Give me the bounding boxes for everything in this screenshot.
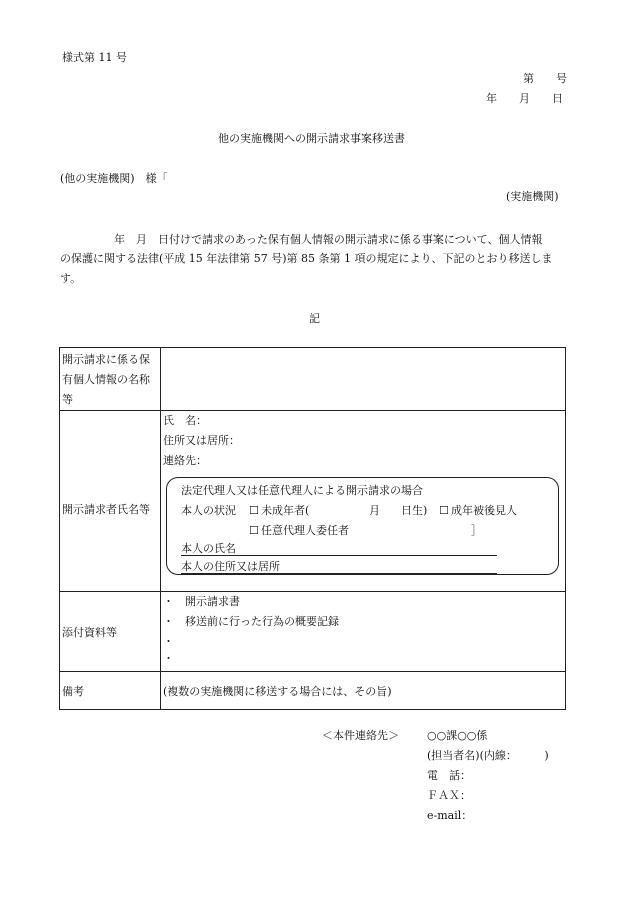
contact-person: (担当者名)(内線： ) [427,749,549,762]
info-name-label-line1: 開示請求に係る保 [62,353,150,366]
requester-address-field[interactable]: 住所又は居所： [163,434,240,447]
contact-section: ○○課○○係 [427,729,488,742]
attachment-item: ・ [163,635,174,648]
document-title: 他の実施機関への開示請求事案移送書 [218,132,405,145]
table-row [60,672,566,710]
remarks-label [60,672,161,710]
document-number-label: 第 号 [523,72,567,85]
requester-contact-field[interactable]: 連絡先： [163,454,207,467]
principal-name-underline [181,555,497,556]
minor-label: 未成年者( [261,504,310,517]
requester-label-text: 開示請求者氏名等 [62,503,150,516]
attachments-label-text: 添付資料等 [62,625,117,639]
attachment-item: ・ 移送前に行った行為の概要記録 [163,615,339,628]
table-row [60,348,566,411]
delegator-checkbox[interactable]: ☐ [249,524,259,537]
minor-checkbox[interactable]: ☐ [249,504,259,517]
info-name-label-line2: 有個人情報の名称 [62,373,150,386]
adult-ward-label: 成年被後見人 [451,504,517,517]
info-name-value[interactable] [161,348,566,411]
principal-name-label[interactable]: 本人の氏名 [181,542,236,555]
principal-address-label[interactable]: 本人の住所又は居所 [181,560,280,573]
proxy-request-box [166,477,559,575]
contact-fax: ＦＡＸ： [427,789,471,802]
remarks-text: (複数の実施機関に移送する場合には、その旨) [163,684,392,698]
form-number: 様式第 11 号 [62,51,127,64]
remarks-label-text: 備考 [62,684,84,698]
details-table [59,347,566,710]
delegator-label: 任意代理人委任者 [261,524,349,537]
remarks-cell[interactable] [161,672,566,710]
info-name-label-line3: 等 [62,393,73,406]
requester-cell [161,411,566,592]
proxy-heading: 法定代理人又は任意代理人による開示請求の場合 [181,484,423,497]
birth-day-label: 日生) [401,504,428,517]
date-label: 年 月 日 [486,92,563,105]
body-line-2: の保護に関する法律(平成 15 年法律第 57 号)第 85 条第 1 項の規定により、下記のとおり移送しま [60,252,553,265]
contact-heading: ＜本件連絡先＞ [322,729,399,742]
birth-month-label: 月 [369,504,380,517]
attachment-item: ・ [163,652,174,665]
table-row [60,411,566,592]
contact-email: e-mail： [427,809,473,822]
requester-name-field[interactable]: 氏 名： [163,414,207,427]
body-line-1: 年 月 日付けで請求のあった保有個人情報の開示請求に係る事案について、個人情報 [114,233,543,246]
sender: (実施機関) [506,190,559,203]
requester-label [60,411,161,592]
contact-phone: 電 話： [427,769,471,782]
addressee: (他の実施機関) 様「 [60,172,168,185]
delegator-close-bracket: ］ [471,524,482,537]
ki-heading: 記 [309,312,320,325]
attachments-label [60,592,161,672]
principal-status-label: 本人の状況 [181,504,236,517]
body-line-3: す。 [60,272,82,285]
attachment-item: ・ 開示請求書 [163,595,240,608]
attachments-cell [161,592,566,672]
info-name-label [60,348,161,411]
adult-ward-checkbox[interactable]: ☐ [439,504,449,517]
principal-address-underline [181,573,497,574]
table-row [60,592,566,672]
